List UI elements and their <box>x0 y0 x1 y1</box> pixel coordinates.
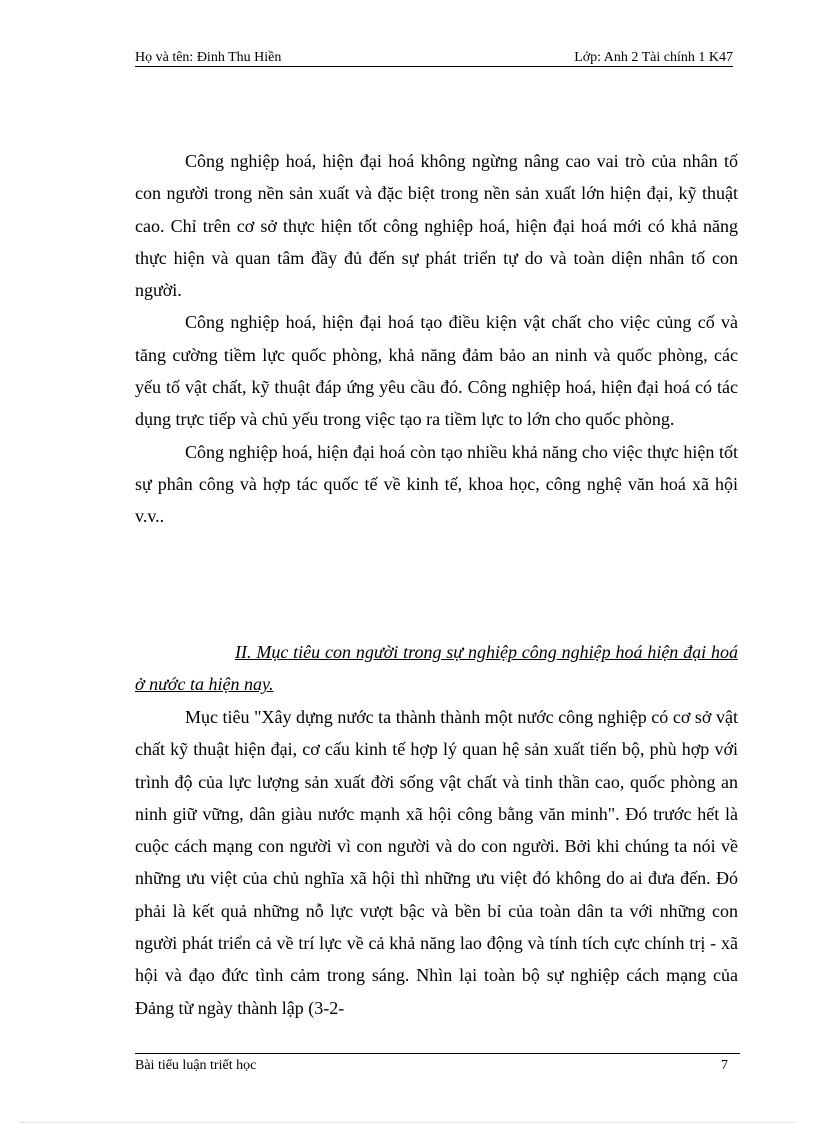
page-header <box>135 50 733 67</box>
author-name: Họ và tên: Đinh Thu Hiền <box>135 50 282 65</box>
section-heading: II. Mục tiêu con người trong sự nghiệp công nghiệp hoá hiện đại hoá ở nước ta hiện nay. <box>135 642 738 695</box>
paragraph: Công nghiệp hoá, hiện đại hoá còn tạo nhiều khả năng cho việc thực hiện tốt sự phân công và hợp tác quốc tế về kinh tế, khoa học, công nghệ văn hoá xã hội v.v.. <box>135 441 738 527</box>
page-number: 7 <box>721 1058 728 1073</box>
footer-divider <box>135 1053 740 1054</box>
class-label: Lớp: Anh 2 Tài chính 1 K47 <box>574 50 733 65</box>
paragraph: Mục tiêu "Xây dựng nước ta thành thành một nước công nghiệp có cơ sở vật chất kỹ thuật hiện đại, cơ cấu kinh tế hợp lý quan hệ sản xuất tiến bộ, phù hợp với trình độ của lực lượng sản xuất đời sống vật chất và tinh thần cao, quốc phòng an ninh giữ vững, dân giàu nước mạnh xã hội công bằng văn minh". Đó trước hết là cuộc cách mạng con người vì con người và do con người. Bởi khi chúng ta nói về những ưu việt của chủ nghĩa xã hội thì những ưu việt đó không do ai đưa đến. Đó phải là kết quả những nỗ lực vượt bậc và bền bỉ của toàn dân ta với những con người phát triển cả về trí lực về cả khả năng lao động và tính tích cực chính trị - xã hội và đạo đức tình cảm trong sáng. Nhìn lại toàn bộ sự nghiệp cách mạng của Đảng từ ngày thành lập (3-2- <box>135 707 738 1018</box>
section-body <box>135 701 738 1024</box>
document-title: Bài tiểu luận triết học <box>135 1058 257 1073</box>
paragraph: Công nghiệp hoá, hiện đại hoá tạo điều kiện vật chất cho việc củng cố và tăng cường tiềm lực quốc phòng, khả năng đảm bảo an ninh và quốc phòng, các yếu tố vật chất, kỹ thuật đáp ứng yêu cầu đó. Công nghiệp hoá, hiện đại hoá có tác dụng trực tiếp và chủ yếu trong việc tạo ra tiềm lực to lớn cho quốc phòng. <box>135 312 738 430</box>
paragraph: Công nghiệp hoá, hiện đại hoá không ngừng nâng cao vai trò của nhân tố con người trong nền sản xuất và đặc biệt trong nền sản xuất lớn hiện đại, kỹ thuật cao. Chỉ trên cơ sở thực hiện tốt công nghiệp hoá, hiện đại hoá mới có khả năng thực hiện và quan tâm đầy đủ đến sự phát triển tự do và toàn diện nhân tố con người. <box>135 151 738 301</box>
body-text <box>135 145 738 533</box>
